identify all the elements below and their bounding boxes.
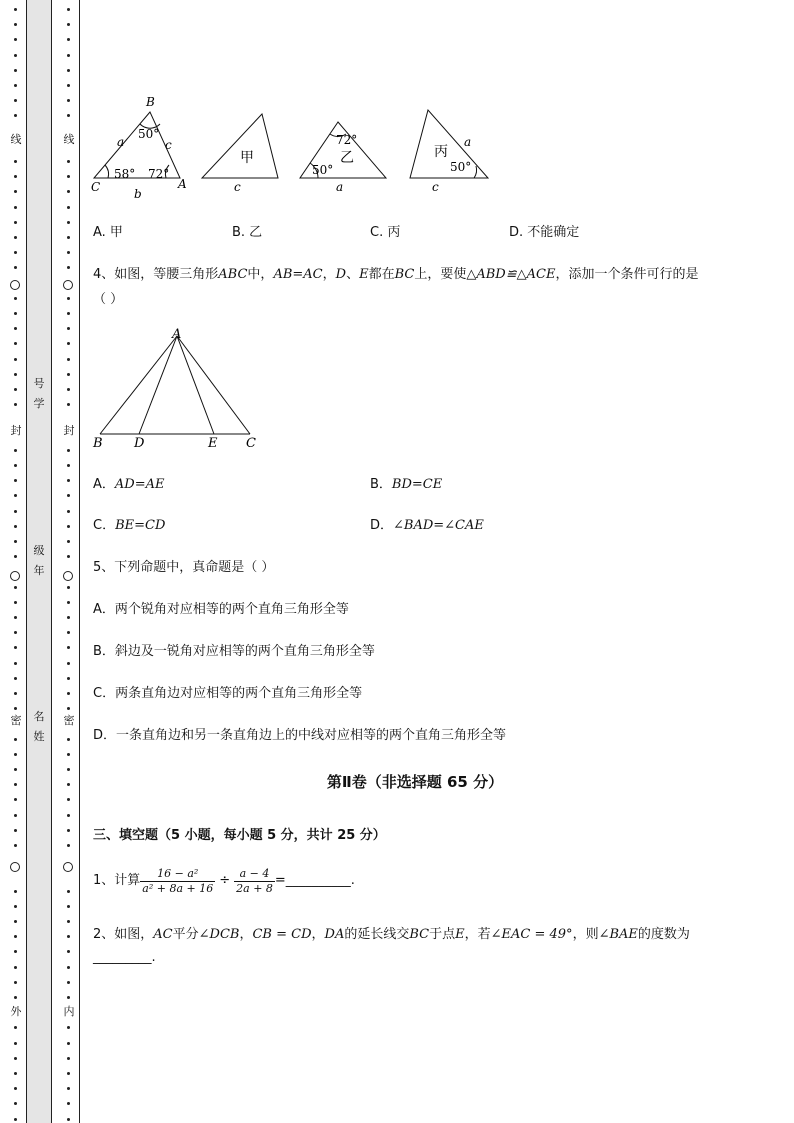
fill-q2 [93, 923, 690, 942]
seal-dot [67, 1072, 70, 1075]
q4-option-b [370, 473, 442, 492]
seal-dot [14, 1072, 17, 1075]
seal-dot [14, 69, 17, 72]
seal-dot [67, 479, 70, 482]
seal-dot [14, 175, 17, 178]
q5-option-c: C．两条直角边对应相等的两个直角三角形全等 [93, 686, 363, 701]
vertex-c-label: C [91, 180, 101, 194]
seal-dot [14, 981, 17, 984]
seal-dot [67, 677, 70, 680]
seal-dot [67, 798, 70, 801]
fill-q2-text: 的延长线交 [344, 927, 410, 942]
side-c-label: c [165, 138, 172, 152]
seal-dot [67, 8, 70, 11]
fill-q2-text: 2、如图， [93, 927, 154, 942]
seal-dot [14, 738, 17, 741]
q3-triangle-figures [86, 92, 506, 204]
binding-margin [0, 0, 90, 1123]
name-label-2: 姓 [33, 730, 45, 743]
q4-math: AB=AC [273, 267, 323, 282]
side-a-label: a [117, 135, 125, 149]
seal-dot [14, 646, 17, 649]
fill-q2-math: DA [324, 927, 345, 942]
seal-dot [14, 99, 17, 102]
fill-q2-math: E [455, 927, 465, 942]
seal-dot [67, 631, 70, 634]
seal-dot [67, 312, 70, 315]
q4-text: ， [322, 267, 336, 282]
seal-dot [67, 23, 70, 26]
seal-dot [67, 160, 70, 163]
seal-dot [14, 814, 17, 817]
triangle-bing-side-c: c [432, 180, 439, 194]
seal-dot [14, 601, 17, 604]
fill-q1-prefix: 1、计算 [93, 873, 141, 888]
q4-math: △ABD≌△ACE [466, 267, 556, 282]
seal-dot [67, 1087, 70, 1090]
seal-dot [14, 692, 17, 695]
seal-dot [14, 54, 17, 57]
seal-dot [14, 266, 17, 269]
q4-text: ，添加一个条件可行的是 [555, 267, 699, 282]
seal-mark-right-3: 密 [63, 714, 75, 727]
seal-dot [14, 221, 17, 224]
seal-dot [14, 358, 17, 361]
triangle-jia-name: 甲 [240, 150, 254, 166]
seal-dot [67, 449, 70, 452]
seal-dot [14, 996, 17, 999]
option-value: BE=CD [115, 518, 166, 533]
seal-dot [67, 114, 70, 117]
seal-dot [67, 297, 70, 300]
option-value: ∠BAD=∠CAE [393, 518, 484, 533]
seal-dot [14, 525, 17, 528]
q3-option-c: C. 丙 [370, 225, 401, 240]
fraction-1-denominator: a² + 8a + 16 [142, 881, 214, 895]
seal-dot [67, 966, 70, 969]
seal-dot [67, 175, 70, 178]
triangle-bing-side-a: a [464, 135, 472, 149]
triangle-yi-top-angle: 72° [336, 133, 358, 147]
seal-dot [67, 510, 70, 513]
seal-dot [67, 464, 70, 467]
grade-label-1: 级 [33, 544, 45, 557]
seal-dot [14, 388, 17, 391]
seal-dot [14, 1118, 17, 1121]
seal-dot [67, 814, 70, 817]
seal-dot [14, 1057, 17, 1060]
seal-dot [14, 403, 17, 406]
seal-dot [14, 753, 17, 756]
q4-option-c [93, 514, 165, 533]
seal-dot [67, 373, 70, 376]
seal-dot [14, 160, 17, 163]
seal-dot [67, 586, 70, 589]
seal-dot [67, 1042, 70, 1045]
seal-mark-left-1: 线 [10, 133, 22, 146]
seal-dot [67, 753, 70, 756]
option-key: A． [93, 477, 115, 492]
q4-math: ABC [218, 267, 248, 282]
triangle-jia-side-label: c [234, 180, 241, 194]
q4-answer-paren: （ ） [93, 292, 124, 307]
fill-q2-math: ∠BAE [598, 927, 638, 942]
seal-circle-icon [63, 862, 73, 872]
seal-dot [67, 266, 70, 269]
seal-dot [14, 206, 17, 209]
seal-dot [14, 798, 17, 801]
q4-text: 上，要使 [414, 267, 467, 282]
angle-b-label: 50° [138, 127, 160, 141]
student-id-label-2: 学 [33, 397, 45, 410]
fraction-1-numerator: 16 − a² [140, 867, 215, 882]
seal-dot [14, 966, 17, 969]
seal-dot [67, 950, 70, 953]
seal-mark-right-1: 线 [63, 133, 75, 146]
fill-q2-math: ∠EAC = 49° [490, 927, 573, 942]
q4-figure [88, 326, 268, 454]
seal-dot [14, 251, 17, 254]
triangle-yi-left-angle: 50° [312, 163, 334, 177]
fill-q2-math: AC [153, 927, 173, 942]
triangle-bing-angle: 50° [450, 160, 472, 174]
seal-dot [67, 358, 70, 361]
seal-dot [14, 586, 17, 589]
q4-math: D [335, 267, 347, 282]
seal-dot [67, 236, 70, 239]
seal-dot [14, 1026, 17, 1029]
fill-blank-heading: 三、填空题（5 小题，每小题 5 分，共计 25 分） [93, 828, 386, 843]
triangle-yi-name: 乙 [340, 150, 354, 166]
seal-dot [14, 312, 17, 315]
q3-option-d: D. 不能确定 [509, 225, 580, 240]
seal-mark-left-3: 密 [10, 714, 22, 727]
seal-dot [67, 388, 70, 391]
q4-text: 4、如图，等腰三角形 [93, 267, 219, 282]
q4-vertex-b: B [93, 436, 103, 451]
seal-dot [14, 920, 17, 923]
seal-dot [14, 84, 17, 87]
seal-dot [67, 190, 70, 193]
seal-dot [14, 890, 17, 893]
seal-dot [67, 601, 70, 604]
seal-dot [67, 342, 70, 345]
seal-mark-right-4: 内 [63, 1005, 75, 1018]
seal-dot [14, 555, 17, 558]
seal-dot [14, 707, 17, 710]
seal-mark-left-4: 外 [10, 1005, 22, 1018]
fraction-2-numerator: a − 4 [234, 867, 275, 882]
seal-dot [14, 905, 17, 908]
seal-dot [14, 844, 17, 847]
seal-dot [14, 327, 17, 330]
seal-dot [67, 84, 70, 87]
fill-q2-math: ∠DCB [198, 927, 240, 942]
triangle-jia [202, 114, 278, 178]
answer-blank: =__________. [274, 873, 355, 888]
seal-dot [14, 449, 17, 452]
seal-dot [67, 206, 70, 209]
dotted-seal-line-right [65, 0, 75, 1123]
seal-dot [67, 69, 70, 72]
seal-dot [14, 829, 17, 832]
fill-q2-text: 平分 [172, 927, 199, 942]
seal-dot [67, 738, 70, 741]
q4-vertex-d: D [134, 436, 145, 451]
seal-dot [67, 540, 70, 543]
section-title: 第Ⅱ卷（非选择题 65 分） [326, 773, 504, 791]
triangle-yi-side-label: a [336, 180, 344, 194]
seal-dot [14, 631, 17, 634]
seal-dot [14, 464, 17, 467]
seal-dot [14, 342, 17, 345]
seal-dot [14, 540, 17, 543]
seal-dot [67, 905, 70, 908]
fill-q2-math: CB = CD [252, 927, 312, 942]
seal-dot [67, 707, 70, 710]
seal-dot [14, 494, 17, 497]
q4-math: BC [394, 267, 415, 282]
seal-circle-icon [10, 862, 20, 872]
fill-q2-text: 的度数为 [637, 927, 690, 942]
angle-a-label: 72° [148, 167, 170, 181]
q4-text: 、 [346, 267, 360, 282]
option-key: B． [370, 477, 392, 492]
q4-vertex-e: E [208, 436, 218, 451]
q5-option-b: B．斜边及一锐角对应相等的两个直角三角形全等 [93, 644, 375, 659]
seal-dot [67, 1026, 70, 1029]
seal-dot [67, 996, 70, 999]
fill-q2-text: ， [239, 927, 253, 942]
seal-dot [67, 646, 70, 649]
seal-dot [67, 555, 70, 558]
divide-sign: ÷ [219, 873, 231, 888]
name-label-1: 名 [33, 710, 45, 723]
seal-circle-icon [10, 571, 20, 581]
margin-rule [79, 0, 80, 1123]
seal-dot [14, 8, 17, 11]
seal-dot [67, 981, 70, 984]
fill-q2-answer-blank: _________. [93, 950, 156, 965]
seal-dot [67, 844, 70, 847]
seal-dot [67, 1102, 70, 1105]
seal-dot [67, 935, 70, 938]
vertex-b-label: B [146, 95, 155, 109]
q4-option-a [93, 473, 165, 492]
seal-circle-icon [10, 280, 20, 290]
seal-dot [67, 54, 70, 57]
dotted-seal-line-left [12, 0, 22, 1123]
seal-dot [67, 692, 70, 695]
q4-stem [93, 263, 698, 282]
student-id-label-1: 号 [33, 377, 45, 390]
side-b-label: b [134, 187, 142, 201]
seal-mark-left-2: 封 [10, 424, 22, 437]
seal-dot [67, 38, 70, 41]
q5-option-d: D．一条直角边和另一条直角边上的中线对应相等的两个直角三角形全等 [93, 728, 507, 743]
seal-dot [14, 1042, 17, 1045]
fill-q2-text: ， [311, 927, 325, 942]
q4-math: E [359, 267, 369, 282]
q4-vertex-c: C [246, 436, 256, 451]
seal-dot [14, 950, 17, 953]
student-info-bar [26, 0, 52, 1123]
seal-dot [67, 829, 70, 832]
q4-vertex-a: A [172, 327, 182, 342]
fraction-2-denominator: 2a + 8 [236, 881, 273, 895]
seal-dot [67, 616, 70, 619]
fill-q1 [93, 862, 355, 901]
seal-dot [67, 662, 70, 665]
seal-dot [14, 1087, 17, 1090]
fill-q2-math: BC [409, 927, 430, 942]
seal-dot [14, 373, 17, 376]
seal-circle-icon [63, 280, 73, 290]
fill-q2-text: ，则 [572, 927, 599, 942]
triangle-bing [410, 110, 488, 178]
seal-dot [67, 1118, 70, 1121]
seal-dot [67, 525, 70, 528]
seal-dot [14, 1102, 17, 1105]
seal-dot [14, 38, 17, 41]
fill-q2-text: ，若 [464, 927, 491, 942]
seal-dot [67, 327, 70, 330]
fraction-1 [140, 867, 215, 896]
seal-mark-right-2: 封 [63, 424, 75, 437]
seal-dot [14, 114, 17, 117]
vertex-a-label: A [178, 177, 187, 191]
seal-dot [14, 616, 17, 619]
seal-dot [14, 236, 17, 239]
seal-dot [14, 510, 17, 513]
seal-dot [14, 23, 17, 26]
seal-dot [14, 297, 17, 300]
q4-option-d [370, 514, 484, 533]
option-key: C． [93, 518, 116, 533]
seal-dot [67, 1057, 70, 1060]
seal-dot [67, 221, 70, 224]
seal-dot [14, 190, 17, 193]
seal-dot [14, 479, 17, 482]
seal-dot [67, 890, 70, 893]
option-value: BD=CE [391, 477, 443, 492]
seal-dot [14, 662, 17, 665]
seal-dot [67, 494, 70, 497]
q5-option-a: A．两个锐角对应相等的两个直角三角形全等 [93, 602, 349, 617]
triangle-bing-name: 丙 [434, 144, 448, 160]
q4-text: 中， [247, 267, 274, 282]
q4-text: 都在 [368, 267, 395, 282]
seal-dot [14, 677, 17, 680]
seal-dot [67, 99, 70, 102]
q3-option-a: A. 甲 [93, 225, 123, 240]
seal-dot [67, 403, 70, 406]
q3-option-b: B. 乙 [232, 225, 263, 240]
seal-dot [67, 920, 70, 923]
grade-label-2: 年 [33, 564, 45, 577]
fill-q2-text: 于点 [429, 927, 456, 942]
option-value: AD=AE [114, 477, 165, 492]
option-key: D． [370, 518, 394, 533]
seal-dot [67, 251, 70, 254]
fraction-2 [234, 867, 275, 896]
seal-dot [14, 935, 17, 938]
seal-circle-icon [63, 571, 73, 581]
q5-stem: 5、下列命题中，真命题是（ ） [93, 560, 275, 575]
angle-c-label: 58° [114, 167, 136, 181]
